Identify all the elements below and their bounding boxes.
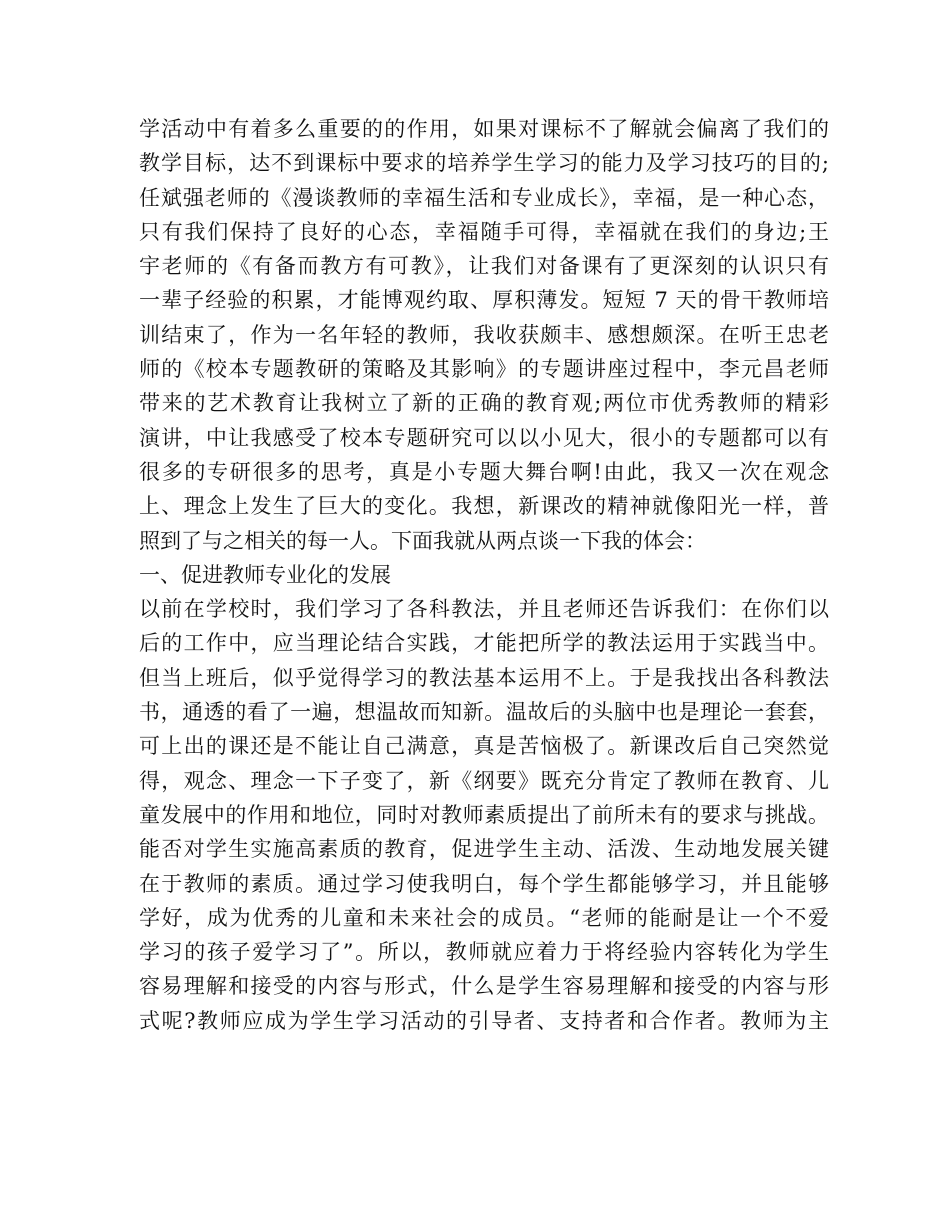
text-line: 得，观念、理念一下子变了，新《纲要》既充分肯定了教师在教育、儿 xyxy=(139,768,829,793)
text-line: 学习的孩子爱学习了”。所以，教师就应着力于将经验内容转化为学生 xyxy=(139,940,829,965)
text-line: 师的《校本专题教研的策略及其影响》的专题讲座过程中，李元昌老师 xyxy=(139,357,829,382)
text-line: 能否对学生实施高素质的教育，促进学生主动、活泼、生动地发展关键 xyxy=(139,837,829,862)
text-line: 可上出的课还是不能让自己满意，真是苦恼极了。新课改后自己突然觉 xyxy=(139,734,829,759)
text-line: 只有我们保持了良好的心态，幸福随手可得，幸福就在我们的身边;王 xyxy=(139,219,829,244)
text-line: 一辈子经验的积累，才能博观约取、厚积薄发。短短 7 天的骨干教师培 xyxy=(139,288,829,313)
text-line: 宇老师的《有备而教方有可教》，让我们对备课有了更深刻的认识只有 xyxy=(139,254,829,279)
text-line: 演讲，中让我感受了校本专题研究可以以小见大，很小的专题都可以有 xyxy=(139,425,829,450)
text-line: 很多的专研很多的思考，真是小专题大舞台啊!由此，我又一次在观念 xyxy=(139,459,829,484)
text-line: 童发展中的作用和地位，同时对教师素质提出了前所未有的要求与挑战。 xyxy=(139,802,829,827)
text-line: 学活动中有着多么重要的的作用，如果对课标不了解就会偏离了我们的 xyxy=(139,117,829,141)
text-line: 但当上班后，似乎觉得学习的教法基本运用不上。于是我找出各科教法 xyxy=(139,665,829,690)
text-line: 式呢?教师应成为学生学习活动的引导者、支持者和合作者。教师为主 xyxy=(139,1008,829,1033)
text-line: 以前在学校时，我们学习了各科教法，并且老师还告诉我们：在你们以 xyxy=(139,597,829,622)
text-line: 学好，成为优秀的儿童和未来社会的成员。“老师的能耐是让一个不爱 xyxy=(139,905,829,930)
text-line: 训结束了，作为一名年轻的教师，我收获颇丰、感想颇深。在听王忠老 xyxy=(139,322,829,347)
text-line: 带来的艺术教育让我树立了新的正确的教育观;两位市优秀教师的精彩 xyxy=(139,391,829,416)
body-text xyxy=(139,112,829,1038)
text-line: 在于教师的素质。通过学习使我明白，每个学生都能够学习，并且能够 xyxy=(139,871,829,896)
text-line: 一、促进教师专业化的发展 xyxy=(139,562,391,587)
text-line: 后的工作中，应当理论结合实践，才能把所学的教法运用于实践当中。 xyxy=(139,631,829,656)
text-line: 书，通透的看了一遍，想温故而知新。温故后的头脑中也是理论一套套， xyxy=(139,700,829,725)
text-line: 教学目标，达不到课标中要求的培养学生学习的能力及学习技巧的目的; xyxy=(139,151,829,176)
text-line: 上、理念上发生了巨大的变化。我想，新课改的精神就像阳光一样，普 xyxy=(139,494,829,519)
text-line: 容易理解和接受的内容与形式，什么是学生容易理解和接受的内容与形 xyxy=(139,974,829,999)
text-line: 任斌强老师的《漫谈教师的幸福生活和专业成长》，幸福，是一种心态， xyxy=(139,185,829,210)
text-line: 照到了与之相关的每一人。下面我就从两点谈一下我的体会： xyxy=(139,528,706,553)
